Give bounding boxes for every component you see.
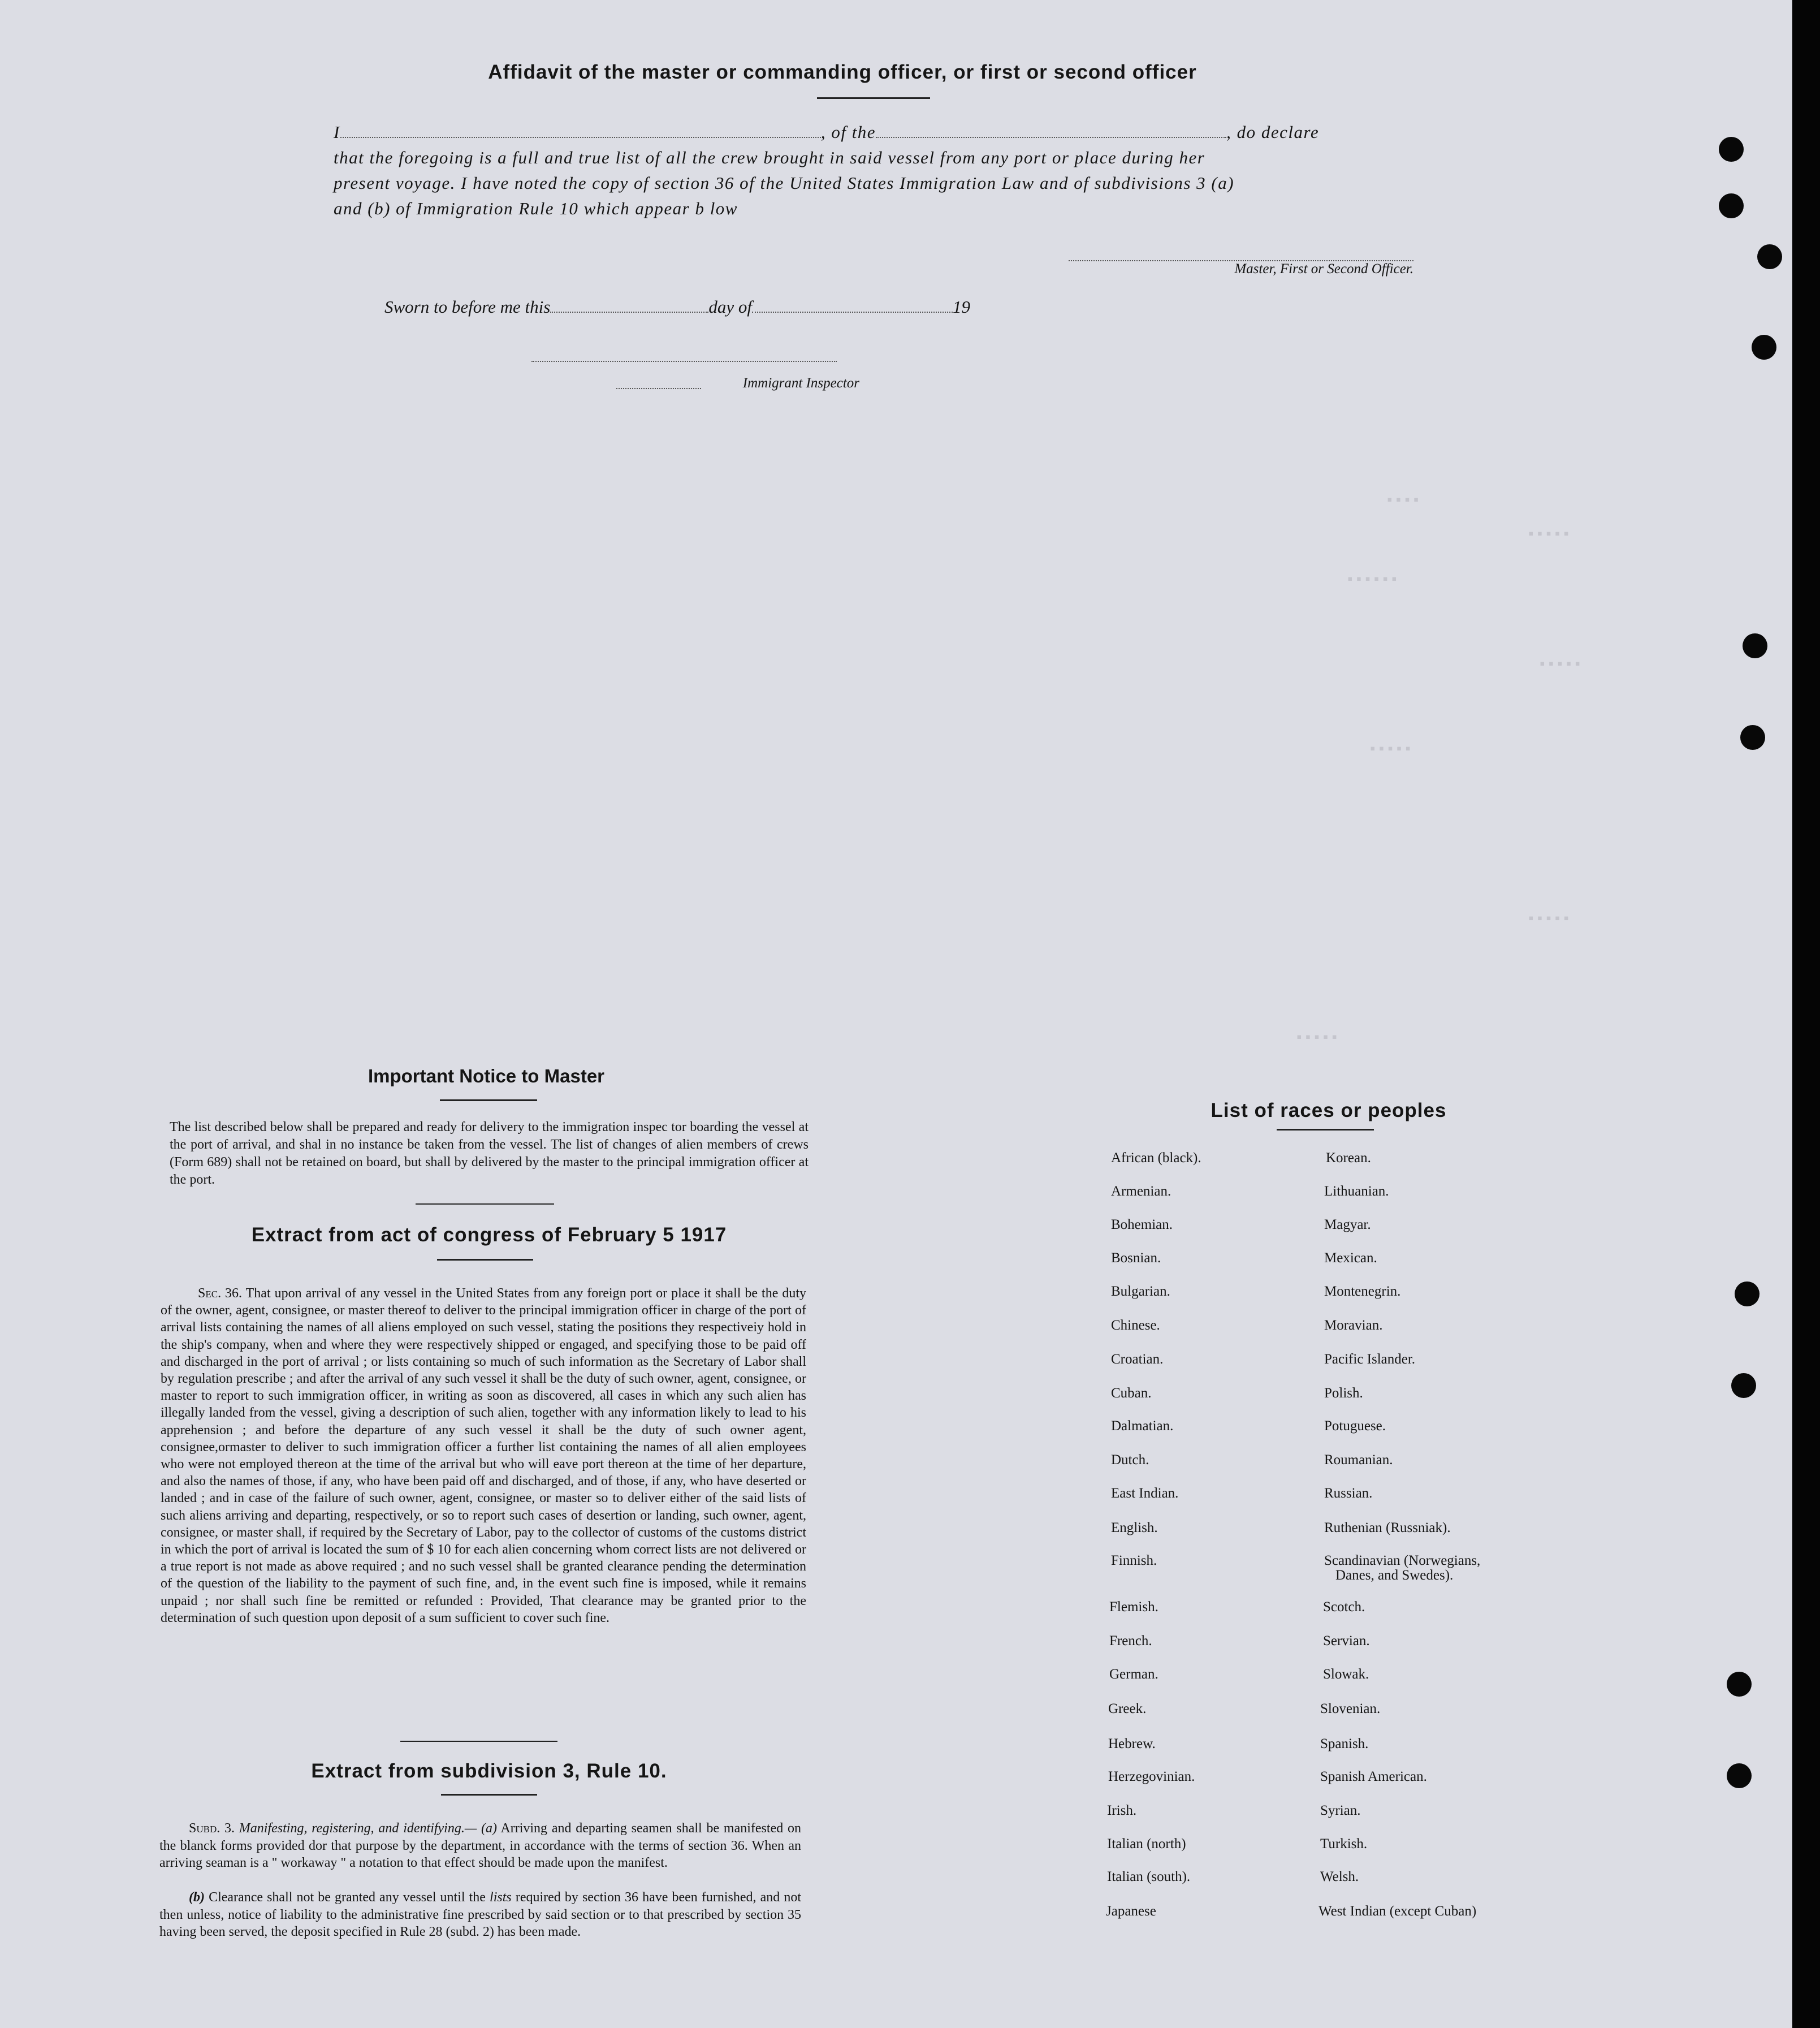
bleed-through-text: ▪▪▪▪▪ — [1527, 526, 1571, 543]
extract-act-underline — [437, 1259, 533, 1261]
extract-rule-title: Extract from subdivision 3, Rule 10. — [311, 1760, 667, 1782]
race-right-item-continued: Danes, and Swedes). — [1335, 1568, 1454, 1583]
race-left-item: Flemish. — [1109, 1599, 1158, 1615]
affidavit-title: Affidavit of the master or commanding officer, or first or second officer — [488, 61, 1197, 83]
punch-hole — [1727, 1763, 1752, 1788]
sworn-mid: day of — [708, 297, 752, 317]
master-signature-label: Master, First or Second Officer. — [1234, 261, 1413, 277]
race-left-item: Cuban. — [1111, 1386, 1152, 1401]
race-left-item: Japanese — [1106, 1904, 1156, 1919]
punch-hole — [1757, 244, 1782, 269]
notice-title-underline — [440, 1099, 537, 1101]
bleed-through-text: ▪▪▪▪▪ — [1538, 656, 1583, 673]
extract-rule-underline — [441, 1794, 537, 1796]
inspector-signature-line[interactable] — [531, 361, 837, 362]
race-left-item: Finnish. — [1111, 1553, 1157, 1568]
notice-body: The list described below shall be prepared and ready for delivery to the immigration inspec tor boarding the vessel at the port of arrival, and shal in no instance be taken from the vessel. The list of changes of alien members of crews (Form 689) shall not be retained on board, but shall by delivered by the master to the principal immigration officer at the port. — [170, 1120, 809, 1187]
race-right-item: Magyar. — [1324, 1217, 1371, 1232]
punch-hole — [1719, 193, 1744, 218]
affidavit-line-1 — [334, 122, 1416, 143]
race-left-item: Dutch. — [1111, 1452, 1149, 1468]
punch-hole — [1743, 633, 1767, 658]
races-title-underline — [1277, 1129, 1374, 1130]
race-left-item: Italian (south). — [1107, 1869, 1191, 1884]
race-right-item: Lithuanian. — [1324, 1184, 1389, 1199]
section-divider — [416, 1203, 554, 1205]
name-blank[interactable] — [340, 124, 821, 138]
affidavit-line-1-mid: , of the — [820, 122, 876, 142]
race-right-item: Ruthenian (Russniak). — [1324, 1520, 1451, 1535]
race-right-item: Slowak. — [1323, 1667, 1369, 1682]
race-right-item: Potuguese. — [1324, 1418, 1386, 1434]
race-right-item: Polish. — [1324, 1386, 1363, 1401]
race-right-item: Servian. — [1323, 1633, 1370, 1649]
sworn-year: 19 — [952, 297, 970, 317]
punch-hole — [1735, 1281, 1760, 1306]
sworn-month-blank[interactable] — [752, 299, 953, 313]
affidavit-line-4: and (b) of Immigration Rule 10 which appear b low — [334, 199, 738, 218]
race-right-item: Slovenian. — [1320, 1701, 1381, 1716]
races-title: List of races or peoples — [1211, 1099, 1447, 1121]
subd-b-label: (b) — [189, 1890, 205, 1905]
scan-edge — [1792, 0, 1820, 2028]
punch-hole — [1731, 1373, 1756, 1398]
section-divider-2 — [400, 1741, 557, 1742]
race-left-item: Hebrew. — [1108, 1736, 1156, 1751]
section-36-text — [161, 1285, 806, 1626]
race-left-item: Greek. — [1108, 1701, 1147, 1716]
race-left-item: English. — [1111, 1520, 1158, 1535]
race-left-item: Chinese. — [1111, 1318, 1160, 1333]
race-right-item: Roumanian. — [1324, 1452, 1393, 1468]
race-right-item: Pacific Islander. — [1324, 1352, 1416, 1367]
sworn-day-blank[interactable] — [550, 299, 708, 313]
race-left-item: Bosnian. — [1111, 1250, 1161, 1266]
race-left-item: Italian (north) — [1107, 1836, 1186, 1852]
punch-hole — [1727, 1672, 1752, 1697]
race-left-item: Armenian. — [1111, 1184, 1171, 1199]
race-left-item: French. — [1109, 1633, 1152, 1649]
subd-b-post: required by section 36 have been furnished, and not then unless, notice of liability to the administrative fine prescribed by said section or to that prescribed by section 35 having been served, the deposit specified in Rule 28 (subd. 2) has been made. — [159, 1890, 802, 1939]
subdivision-3-b — [159, 1889, 801, 1941]
bleed-through-text: ▪▪▪▪▪ — [1295, 1029, 1339, 1046]
race-right-item: Mexican. — [1324, 1250, 1377, 1266]
punch-hole — [1752, 335, 1776, 360]
notice-title: Important Notice to Master — [368, 1065, 605, 1086]
race-right-item: Welsh. — [1320, 1869, 1359, 1884]
sworn-start: Sworn to before me this — [384, 297, 551, 317]
affidavit-line-3: present voyage. I have noted the copy of section 36 of the United States Immigration Law and of subdivisions 3 (a) — [334, 173, 1235, 193]
race-left-item: Dalmatian. — [1111, 1418, 1174, 1434]
race-left-item: East Indian. — [1111, 1486, 1179, 1501]
race-right-item: Spanish. — [1320, 1736, 1369, 1751]
race-right-item: Scotch. — [1323, 1599, 1365, 1615]
bleed-through-text: ▪▪▪▪ — [1385, 492, 1421, 509]
section-36-label: Sec. 36. — [198, 1286, 243, 1301]
subd-b-pre: Clearance shall not be granted any vessel until the — [209, 1890, 486, 1905]
race-left-item: Croatian. — [1111, 1352, 1164, 1367]
race-right-item: Moravian. — [1324, 1318, 1383, 1333]
race-right-item: Spanish American. — [1320, 1769, 1427, 1784]
race-left-item: Bulgarian. — [1111, 1284, 1170, 1299]
race-right-item: Scandinavian (Norwegians, — [1324, 1553, 1481, 1568]
race-left-item: Herzegovinian. — [1108, 1769, 1195, 1784]
subd-label: Subd. 3. — [189, 1821, 235, 1836]
race-right-item: Turkish. — [1320, 1836, 1368, 1852]
race-right-item: Syrian. — [1320, 1803, 1361, 1818]
bleed-through-text: ▪▪▪▪▪ — [1368, 741, 1413, 758]
sworn-line — [384, 297, 1063, 317]
race-left-item: Irish. — [1107, 1803, 1137, 1818]
punch-hole — [1740, 725, 1765, 750]
race-left-item: African (black). — [1111, 1150, 1201, 1166]
race-left-item: German. — [1109, 1667, 1158, 1682]
inspector-label: Immigrant Inspector — [742, 376, 859, 391]
bleed-through-text: ▪▪▪▪▪▪ — [1346, 571, 1399, 588]
vessel-blank[interactable] — [876, 124, 1226, 138]
subd-para-a: Arriving and departing seamen shall be manifested on the blanck forms provided dor that purpose by the department, in accordance with the terms of section 36. When an arriving seaman is a " workaway " a notation to that effect should be made upon the manifest. — [159, 1821, 801, 1870]
punch-hole — [1719, 137, 1744, 162]
affidavit-line-1-end: , do declare — [1226, 122, 1320, 142]
race-right-item: Korean. — [1326, 1150, 1371, 1166]
title-underline — [817, 97, 930, 99]
affidavit-line-1-start: I — [334, 122, 340, 142]
subdivision-3-a — [159, 1820, 801, 1872]
subd-heading: Manifesting, registering, and identifying.— (a) — [239, 1821, 497, 1836]
race-right-item: Montenegrin. — [1324, 1284, 1401, 1299]
race-right-item: Russian. — [1324, 1486, 1373, 1501]
race-left-item: Bohemian. — [1111, 1217, 1173, 1232]
section-36-body: That upon arrival of any vessel in the United States from any foreign port or place it shall be the duty of the owner, agent, consignee, or master thereof to deliver to the principal immigration officer in charge of the port of arrival lists containing the names of all aliens employed on such vessel, stating the positions they respectiveiy hold in the ship's company, when and where they were respectively shipped or engaged, and specifying those to be paid off and discharged in the port of arrival ; or lists containing so much of such information as the Secretary of Labor shall by regulation prescribe ; and after the arrival of any such vessel it shall be the duty of such owner, agent, consignee, or master to report to such immigration officer, in writing as soon as discovered, all cases in which any such alien has illegally landed from the vessel, giving a description of such alien, together with any information likely to lead to his apprehension ; and before the departure of any such vessel it shall be the duty of such owner agent, consignee,ormaster to deliver to such immigration officer a further list containing the names of all alien employees who were not employed thereon at the time of the arrival but who will eave port thereon at the time of her departure, and also the names of those, if any, who have been paid off and discharged, and of those, if any, who have deserted or landed ; and in case of the failure of such owner, agent, consignee, or master so to deliver either of the said lists of such aliens arriving and departing, respectively, or so to report such cases of desertion or landing, such owner, agent, consignee, or master shall, if required by the Secretary of Labor, pay to the collector of customs of the customs district in which the port of arrival is located the sum of $ 10 for each alien concerning whom correct lists are not delivered or a true report is not made as above required ; and no such vessel shall be granted clearance pending the determination of the question of the liability to the payment of such fine, and, in the event such fine is imposed, while it remains unpaid ; nor shall such fine be remitted or refunded : Provided, That clearance may be granted prior to the determination of such question upon deposit of a sum sufficient to cover such fine. — [161, 1286, 807, 1625]
extract-act-title: Extract from act of congress of February 5 1917 — [251, 1224, 727, 1246]
affidavit-line-2: that the foregoing is a full and true list of all the crew brought in said vessel from any port or place during her — [334, 148, 1205, 167]
subd-b-lists: lists — [490, 1890, 512, 1905]
race-right-item: West Indian (except Cuban) — [1318, 1904, 1477, 1919]
bleed-through-text: ▪▪▪▪▪ — [1527, 911, 1571, 927]
